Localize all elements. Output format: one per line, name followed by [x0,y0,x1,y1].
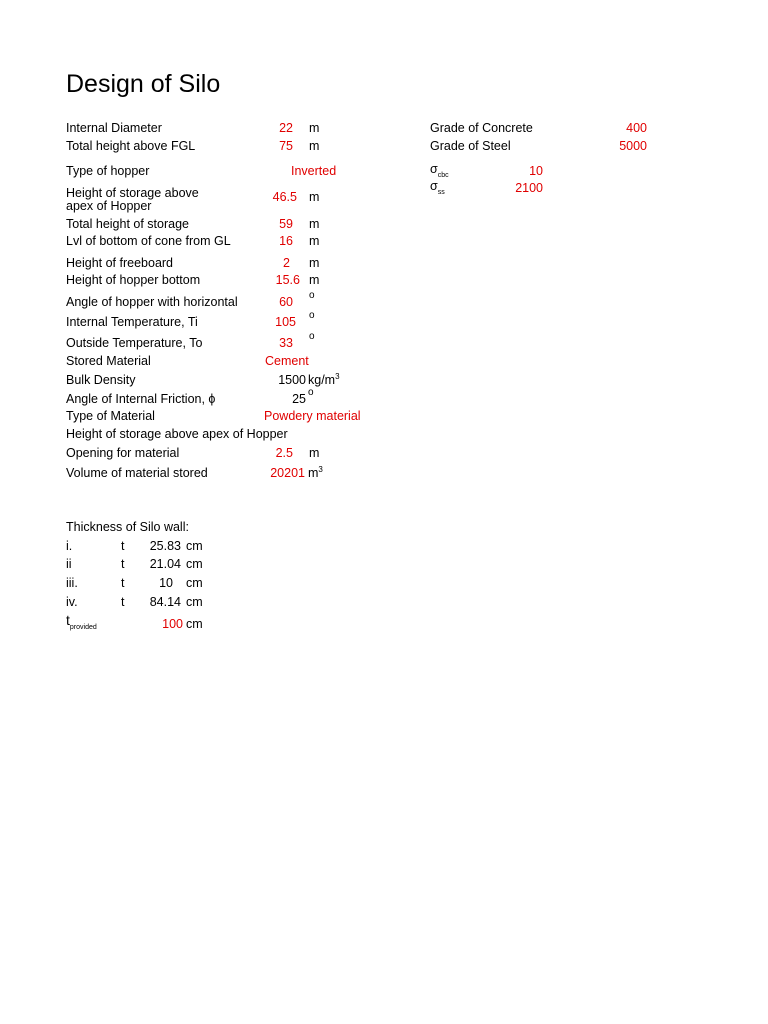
t-provided-value: 100 [162,617,183,631]
unit-internal-diameter: m [309,121,320,135]
label-height-freeboard: Height of freeboard [66,256,174,270]
value-bulk-density: 1500 [278,373,306,387]
value-opening-material: 2.5 [275,446,293,460]
label-total-height-storage: Total height of storage [66,217,189,231]
thickness-value-i: 25.83 [149,539,181,553]
thickness-symbol-iii: t [121,576,125,590]
t-provided-symbol: $t_{provided}$ [66,612,97,631]
thickness-unit-iii: cm [186,576,203,590]
unit-total-height: m [309,139,320,153]
thickness-symbol-iv: t [121,595,125,609]
label-type-of-hopper: Type of hopper [66,164,150,178]
unit-height-hopper-bottom: m [309,273,320,287]
thickness-index-iv: iv. [66,595,78,609]
unit-volume-material: $m^3$ [308,464,323,480]
value-angle-hopper: 60 [279,295,293,309]
thickness-symbol-ii: t [121,557,125,571]
degree-symbol-internal-friction: o [308,387,314,398]
value-volume-material: 20201 [270,466,305,480]
value-outside-temperature: 33 [279,336,293,350]
thickness-symbol-i: t [121,539,125,553]
value-height-hopper-bottom: 15.6 [275,273,300,287]
thickness-value-iv: 84.14 [149,595,181,609]
value-total-height-storage: 59 [279,217,293,231]
label-angle-hopper: Angle of hopper with horizontal [66,295,238,309]
label-height-storage-apex-full: Height of storage above apex of Hopper [66,427,288,441]
degree-symbol-outside-temperature: o [309,331,315,342]
label-lvl-bottom-cone: Lvl of bottom of cone from GL [66,234,231,248]
value-sigma-cbc: 10 [529,164,543,178]
t-provided-unit: cm [186,617,203,631]
unit-lvl-bottom-cone: m [309,234,320,248]
value-sigma-ss: 2100 [515,181,543,195]
thickness-unit-ii: cm [186,557,203,571]
value-stored-material: Cement [265,354,309,368]
value-lvl-bottom-cone: 16 [279,234,293,248]
label-bulk-density: Bulk Density [66,373,136,387]
label-internal-diameter: Internal Diameter [66,121,162,135]
label-height-hopper-bottom: Height of hopper bottom [66,273,201,287]
unit-opening-material: m [309,446,320,460]
value-type-of-hopper: Inverted [291,164,337,178]
thickness-index-ii: ii [66,557,72,571]
label-type-of-material: Type of Material [66,409,155,423]
thickness-index-i: i. [66,539,73,553]
thickness-heading: Thickness of Silo wall: [66,520,189,534]
value-height-freeboard: 2 [283,256,290,270]
thickness-index-iii: iii. [66,576,78,590]
label-internal-temperature: Internal Temperature, Ti [66,315,198,329]
value-grade-steel: 5000 [619,139,647,153]
label-grade-steel: Grade of Steel [430,139,511,153]
unit-height-storage-apex: m [309,190,320,204]
label-height-storage-apex-line2: apex of Hopper [66,199,152,213]
degree-symbol-angle-hopper: o [309,290,315,301]
label-angle-internal-friction: Angle of Internal Friction, ϕ [66,392,216,406]
sigma-cbc-symbol: $\sigma_{cbc}$ [430,162,449,179]
value-internal-diameter: 22 [279,121,293,135]
thickness-value-ii: 21.04 [149,557,181,571]
degree-symbol-internal-temperature: o [309,310,315,321]
value-height-storage-apex: 46.5 [272,190,297,204]
label-outside-temperature: Outside Temperature, To [66,336,203,350]
value-grade-concrete: 400 [626,121,647,135]
page-title: Design of Silo [66,70,221,98]
unit-height-freeboard: m [309,256,320,270]
label-opening-material: Opening for material [66,446,180,460]
value-type-of-material: Powdery material [264,409,361,423]
label-total-height: Total height above FGL [66,139,196,153]
thickness-value-iii: 10 [159,576,173,590]
label-height-storage-apex-line1: Height of storage above [66,186,199,200]
sigma-ss-symbol: $\sigma_{ss}$ [430,179,445,196]
thickness-unit-i: cm [186,539,203,553]
thickness-unit-iv: cm [186,595,203,609]
unit-bulk-density: $kg/m^3$ [308,371,340,387]
label-grade-concrete: Grade of Concrete [430,121,533,135]
value-total-height: 75 [279,139,293,153]
value-internal-temperature: 105 [275,315,296,329]
unit-total-height-storage: m [309,217,320,231]
label-stored-material: Stored Material [66,354,151,368]
value-angle-internal-friction: 25 [292,392,306,406]
label-volume-material: Volume of material stored [66,466,208,480]
